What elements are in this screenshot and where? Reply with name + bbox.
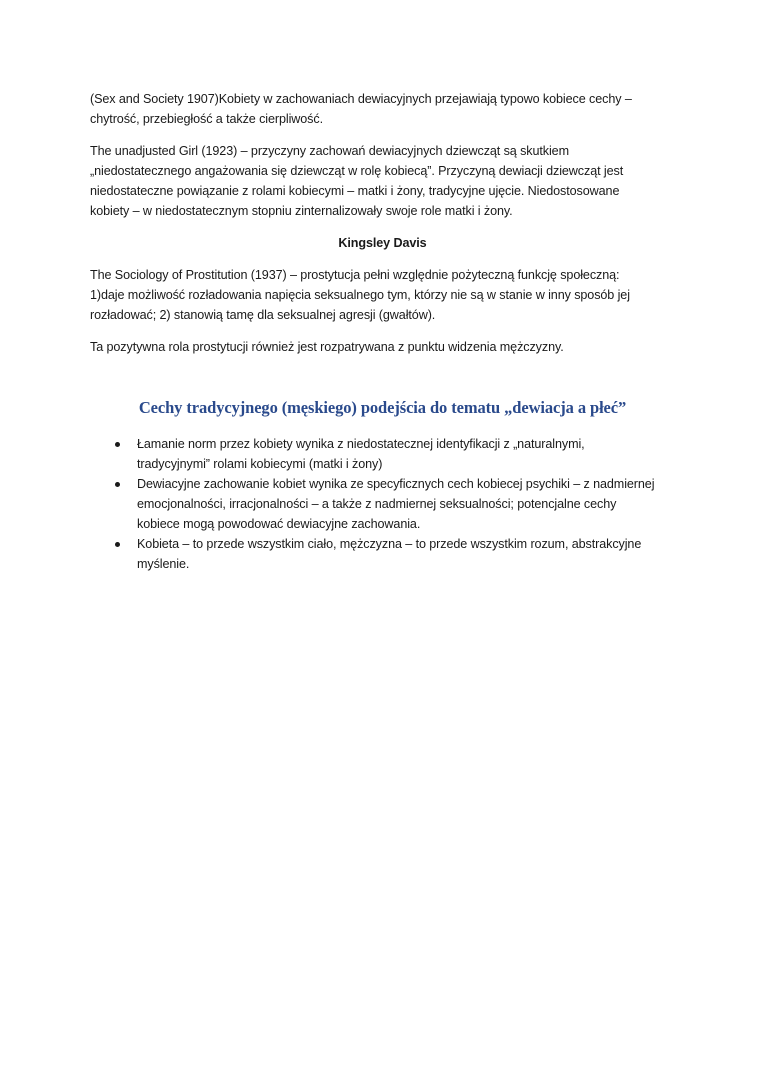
text-line: myślenie.: [137, 557, 190, 571]
text-line: The unadjusted Girl (1923) – przyczyny zachowań dewiacyjnych dziewcząt są skutkiem: [90, 144, 569, 158]
text-line: tradycyjnymi” rolami kobiecymi (matki i żony): [137, 457, 383, 471]
text-line: Dewiacyjne zachowanie kobiet wynika ze specyficznych cech kobiecej psychiki – z nadmiernej: [137, 477, 655, 491]
text-line: Ta pozytywna rola prostytucji również jest rozpatrywana z punktu widzenia mężczyzny.: [90, 340, 564, 354]
paragraph-sociology-of-prostitution: [90, 265, 675, 325]
text-line: (Sex and Society 1907)Kobiety w zachowaniach dewiacyjnych przejawiają typowo kobiece cechy –: [90, 92, 632, 106]
text-line: emocjonalności, irracjonalności – a także z nadmiernej seksualności; potencjalne cechy: [137, 497, 617, 511]
bullet-icon: [115, 482, 120, 487]
text-line: kobiety – w niedostatecznym stopniu zinternalizowały swoje role matki i żony.: [90, 204, 513, 218]
list-item-text: [112, 434, 675, 474]
text-line: kobiece mogą powodować dewiacyjne zachowania.: [137, 517, 421, 531]
author-heading: Kingsley Davis: [338, 236, 427, 250]
document-page: [90, 89, 675, 574]
paragraph-positive-role: [90, 337, 675, 357]
text-line: niedostateczne powiązanie z rolami kobiecymi – matki i żony, tradycyjne ujęcie. Niedostosowane: [90, 184, 620, 198]
list-item-text: [112, 534, 675, 574]
text-line: Kobieta – to przede wszystkim ciało, mężczyzna – to przede wszystkim rozum, abstrakcyjne: [137, 537, 642, 551]
bullet-icon: [115, 542, 120, 547]
list-item-text: [112, 474, 675, 534]
bullet-icon: [115, 442, 120, 447]
section-heading: Cechy tradycyjnego (męskiego) podejścia do tematu „dewiacja a płeć”: [138, 398, 627, 417]
list-item: [90, 534, 675, 574]
text-line: „niedostatecznego angażowania się dziewcząt w rolę kobiecą”. Przyczyną dewiacji dziewcząt jest: [90, 164, 624, 178]
text-line: chytrość, przebiegłość a także cierpliwość.: [90, 112, 323, 126]
bullet-list: [90, 434, 675, 574]
text-line: 1)daje możliwość rozładowania napięcia seksualnego tym, którzy nie są w stanie w inny sposób jej: [90, 288, 630, 302]
text-line: Łamanie norm przez kobiety wynika z niedostatecznej identyfikacji z „naturalnymi,: [137, 437, 585, 451]
paragraph-unadjusted-girl: [90, 141, 675, 221]
list-item: [90, 474, 675, 534]
list-item: [90, 434, 675, 474]
text-line: rozładować; 2) stanowią tamę dla seksualnej agresji (gwałtów).: [90, 308, 436, 322]
text-line: The Sociology of Prostitution (1937) – prostytucja pełni względnie pożyteczną funkcję społeczną:: [90, 268, 620, 282]
paragraph-sex-and-society: [90, 89, 675, 129]
